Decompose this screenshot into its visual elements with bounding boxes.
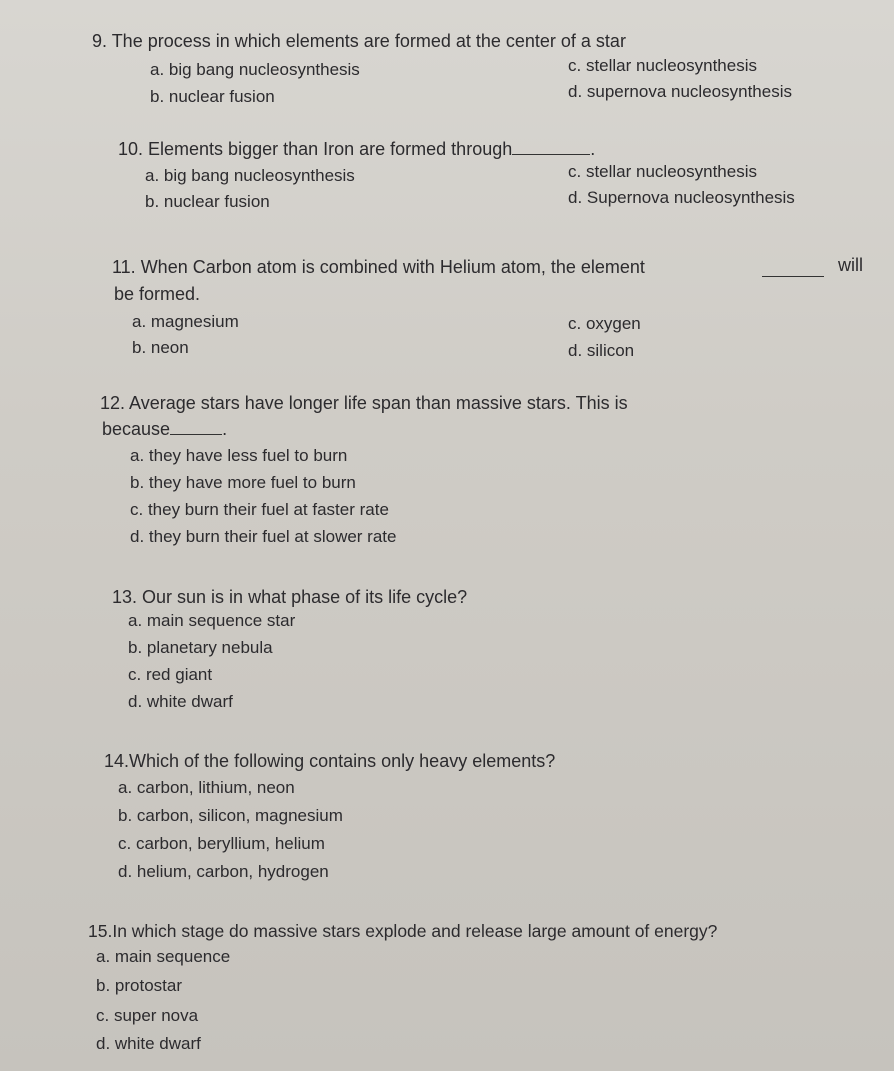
question-15-option-a: a. main sequence bbox=[96, 947, 231, 966]
question-13-option-d: d. white dwarf bbox=[128, 692, 233, 711]
answer-blank bbox=[170, 420, 222, 435]
question-12-option-c: c. they burn their fuel at faster rate bbox=[130, 500, 389, 519]
question-12-option-b: b. they have more fuel to burn bbox=[130, 473, 356, 492]
question-10-option-d: d. Supernova nucleosynthesis bbox=[568, 188, 795, 207]
question-10-stem-line bbox=[118, 138, 595, 160]
question-11-stem-line2: be formed. bbox=[114, 284, 201, 304]
question-11-option-d: d. silicon bbox=[568, 341, 635, 360]
question-10-option-b: b. nuclear fusion bbox=[145, 192, 270, 211]
question-13-option-c: c. red giant bbox=[128, 665, 213, 684]
question-9-option-d: d. supernova nucleosynthesis bbox=[568, 82, 792, 101]
question-12-stem-line2-wrap bbox=[102, 418, 227, 440]
question-9-option-b: b. nuclear fusion bbox=[150, 87, 275, 106]
question-10-stem: 10. Elements bigger than Iron are formed through bbox=[118, 139, 513, 159]
question-14-option-a: a. carbon, lithium, neon bbox=[118, 778, 295, 797]
question-11-option-a: a. magnesium bbox=[132, 312, 239, 331]
question-9-option-c: c. stellar nucleosynthesis bbox=[568, 56, 757, 75]
question-14-option-c: c. carbon, beryllium, helium bbox=[118, 834, 325, 853]
question-10-blank-end: . bbox=[590, 139, 596, 159]
question-13-stem: 13. Our sun is in what phase of its life cycle? bbox=[112, 587, 468, 607]
question-14-option-b: b. carbon, silicon, magnesium bbox=[118, 806, 343, 825]
question-12-blank-end: . bbox=[222, 419, 228, 439]
question-13-option-b: b. planetary nebula bbox=[128, 638, 273, 657]
question-11-stem: 11. When Carbon atom is combined with Helium atom, the element bbox=[112, 257, 645, 277]
question-11-stem-line bbox=[112, 256, 645, 278]
question-15-option-b: b. protostar bbox=[96, 976, 182, 995]
question-11-option-b: b. neon bbox=[132, 338, 189, 357]
question-14-stem: 14.Which of the following contains only heavy elements? bbox=[104, 751, 556, 771]
question-12-stem-line2: because bbox=[102, 419, 171, 439]
question-15-option-d: d. white dwarf bbox=[96, 1034, 201, 1053]
question-15-option-c: c. super nova bbox=[96, 1006, 199, 1025]
question-11-stem-end: will bbox=[838, 255, 863, 275]
answer-blank bbox=[512, 140, 590, 155]
question-10-option-c: c. stellar nucleosynthesis bbox=[568, 162, 757, 181]
question-13-option-a: a. main sequence star bbox=[128, 611, 296, 630]
question-9-option-a: a. big bang nucleosynthesis bbox=[150, 60, 360, 79]
question-14-option-d: d. helium, carbon, hydrogen bbox=[118, 862, 329, 881]
question-15-stem: 15.In which stage do massive stars explode and release large amount of energy? bbox=[88, 921, 718, 941]
question-12-option-d: d. they burn their fuel at slower rate bbox=[130, 527, 397, 546]
question-12-stem: 12. Average stars have longer life span than massive stars. This is bbox=[100, 393, 628, 413]
question-10-option-a: a. big bang nucleosynthesis bbox=[145, 166, 355, 185]
answer-blank bbox=[762, 262, 824, 277]
question-11-option-c: c. oxygen bbox=[568, 314, 641, 333]
question-12-option-a: a. they have less fuel to burn bbox=[130, 446, 348, 465]
question-9-stem: 9. The process in which elements are formed at the center of a star bbox=[92, 31, 626, 51]
